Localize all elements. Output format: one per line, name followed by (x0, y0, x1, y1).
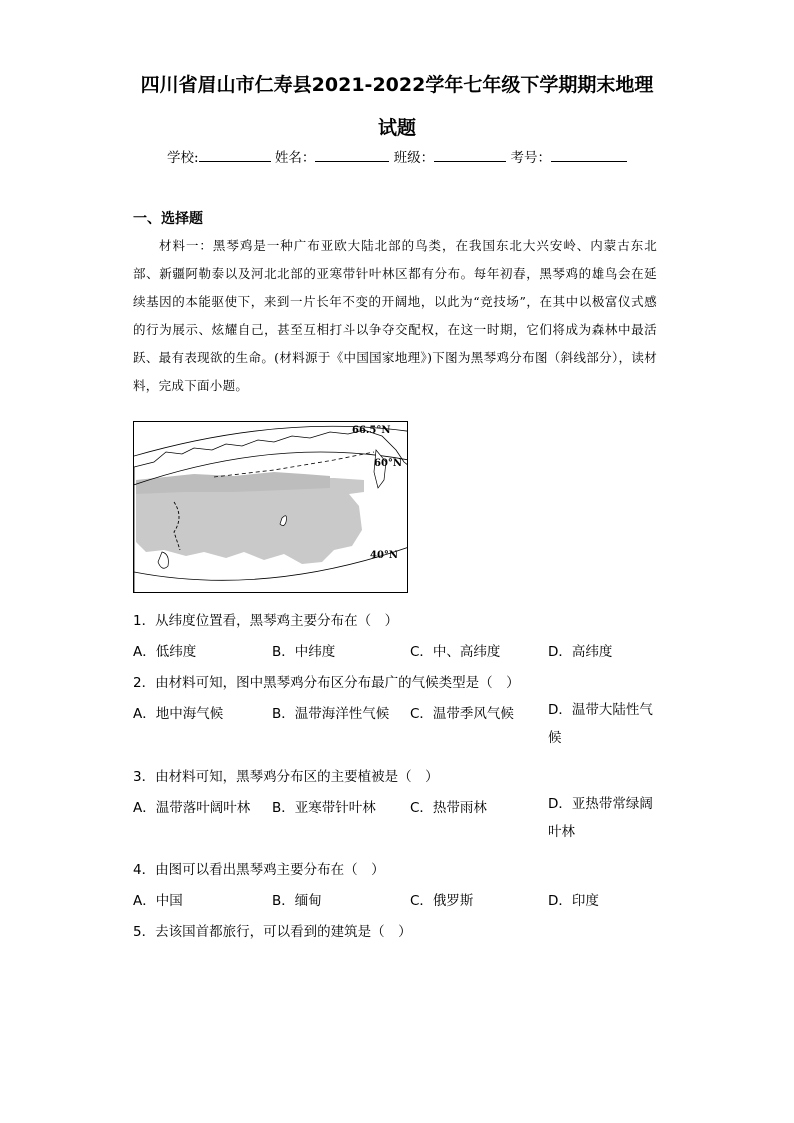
option-4b[interactable]: B．缅甸 (272, 893, 322, 909)
option-4c[interactable]: C．俄罗斯 (410, 893, 474, 909)
section-heading: 一、选择题 (133, 211, 203, 227)
material-text: 材料一：黑琴鸡是一种广布亚欧大陆北部的鸟类，在我国东北大兴安岭、内蒙古东北部、新疆阿勒泰以及河北北部的亚寒带针叶林区都有分布。每年初春，黑琴鸡的雄鸟会在延续基因的本能驱使下，来到一片长年不变的开阔地，以此为“竞技场”，在其中以极富仪式感的行为展示、炫耀自己，甚至互相打斗以争夺交配权，在这一时期，它们将成为森林中最活跃、最有表现欲的生命。(材料源于《中国国家地理》)下图为黑琴鸡分布图（斜线部分），读材料，完成下面小题。 (133, 238, 657, 393)
number-label: 考号： (510, 150, 551, 166)
option-2c[interactable]: C．温带季风气候 (410, 706, 514, 722)
option-2b[interactable]: B．温带海洋性气候 (272, 706, 390, 722)
option-1a[interactable]: A．低纬度 (133, 644, 197, 660)
page-title-line2: 试题 (377, 117, 416, 139)
lat-label-40: 40°N (370, 550, 399, 561)
option-3d[interactable]: D．亚热带常绿阔叶林 (548, 796, 653, 840)
option-2a[interactable]: A．地中海气候 (133, 706, 224, 722)
name-field[interactable] (315, 147, 389, 162)
number-field[interactable] (551, 147, 627, 162)
option-3a[interactable]: A．温带落叶阔叶林 (133, 800, 251, 816)
student-info (0, 146, 794, 166)
distribution-map (133, 421, 408, 593)
option-1d[interactable]: D．高纬度 (548, 644, 613, 660)
lat-label-60: 60°N (374, 458, 403, 469)
class-field[interactable] (434, 147, 506, 162)
name-label: 姓名： (274, 150, 316, 166)
school-label: 学校: (167, 150, 199, 166)
question-4: 4．由图可以看出黑琴鸡主要分布在（ ） (133, 862, 385, 878)
option-1c[interactable]: C．中、高纬度 (410, 644, 501, 660)
option-2d[interactable]: D．温带大陆性气候 (548, 702, 653, 746)
page-title-line1: 四川省眉山市仁寿县2021-2022学年七年级下学期期末地理 (140, 74, 654, 96)
question-2: 2．由材料可知，图中黑琴鸡分布区分布最广的气候类型是（ ） (133, 675, 520, 691)
option-3b[interactable]: B．亚寒带针叶林 (272, 800, 376, 816)
question-5: 5．去该国首都旅行，可以看到的建筑是（ ） (133, 924, 412, 940)
school-field[interactable] (199, 147, 271, 162)
lat-label-66: 66.5°N (352, 425, 391, 436)
option-3c[interactable]: C．热带雨林 (410, 800, 487, 816)
option-4a[interactable]: A．中国 (133, 893, 183, 909)
question-3: 3．由材料可知，黑琴鸡分布区的主要植被是（ ） (133, 769, 439, 785)
question-1: 1．从纬度位置看，黑琴鸡主要分布在（ ） (133, 613, 399, 629)
class-label: 班级： (393, 150, 435, 166)
map-figure (134, 422, 408, 593)
option-1b[interactable]: B．中纬度 (272, 644, 336, 660)
option-4d[interactable]: D．印度 (548, 893, 599, 909)
